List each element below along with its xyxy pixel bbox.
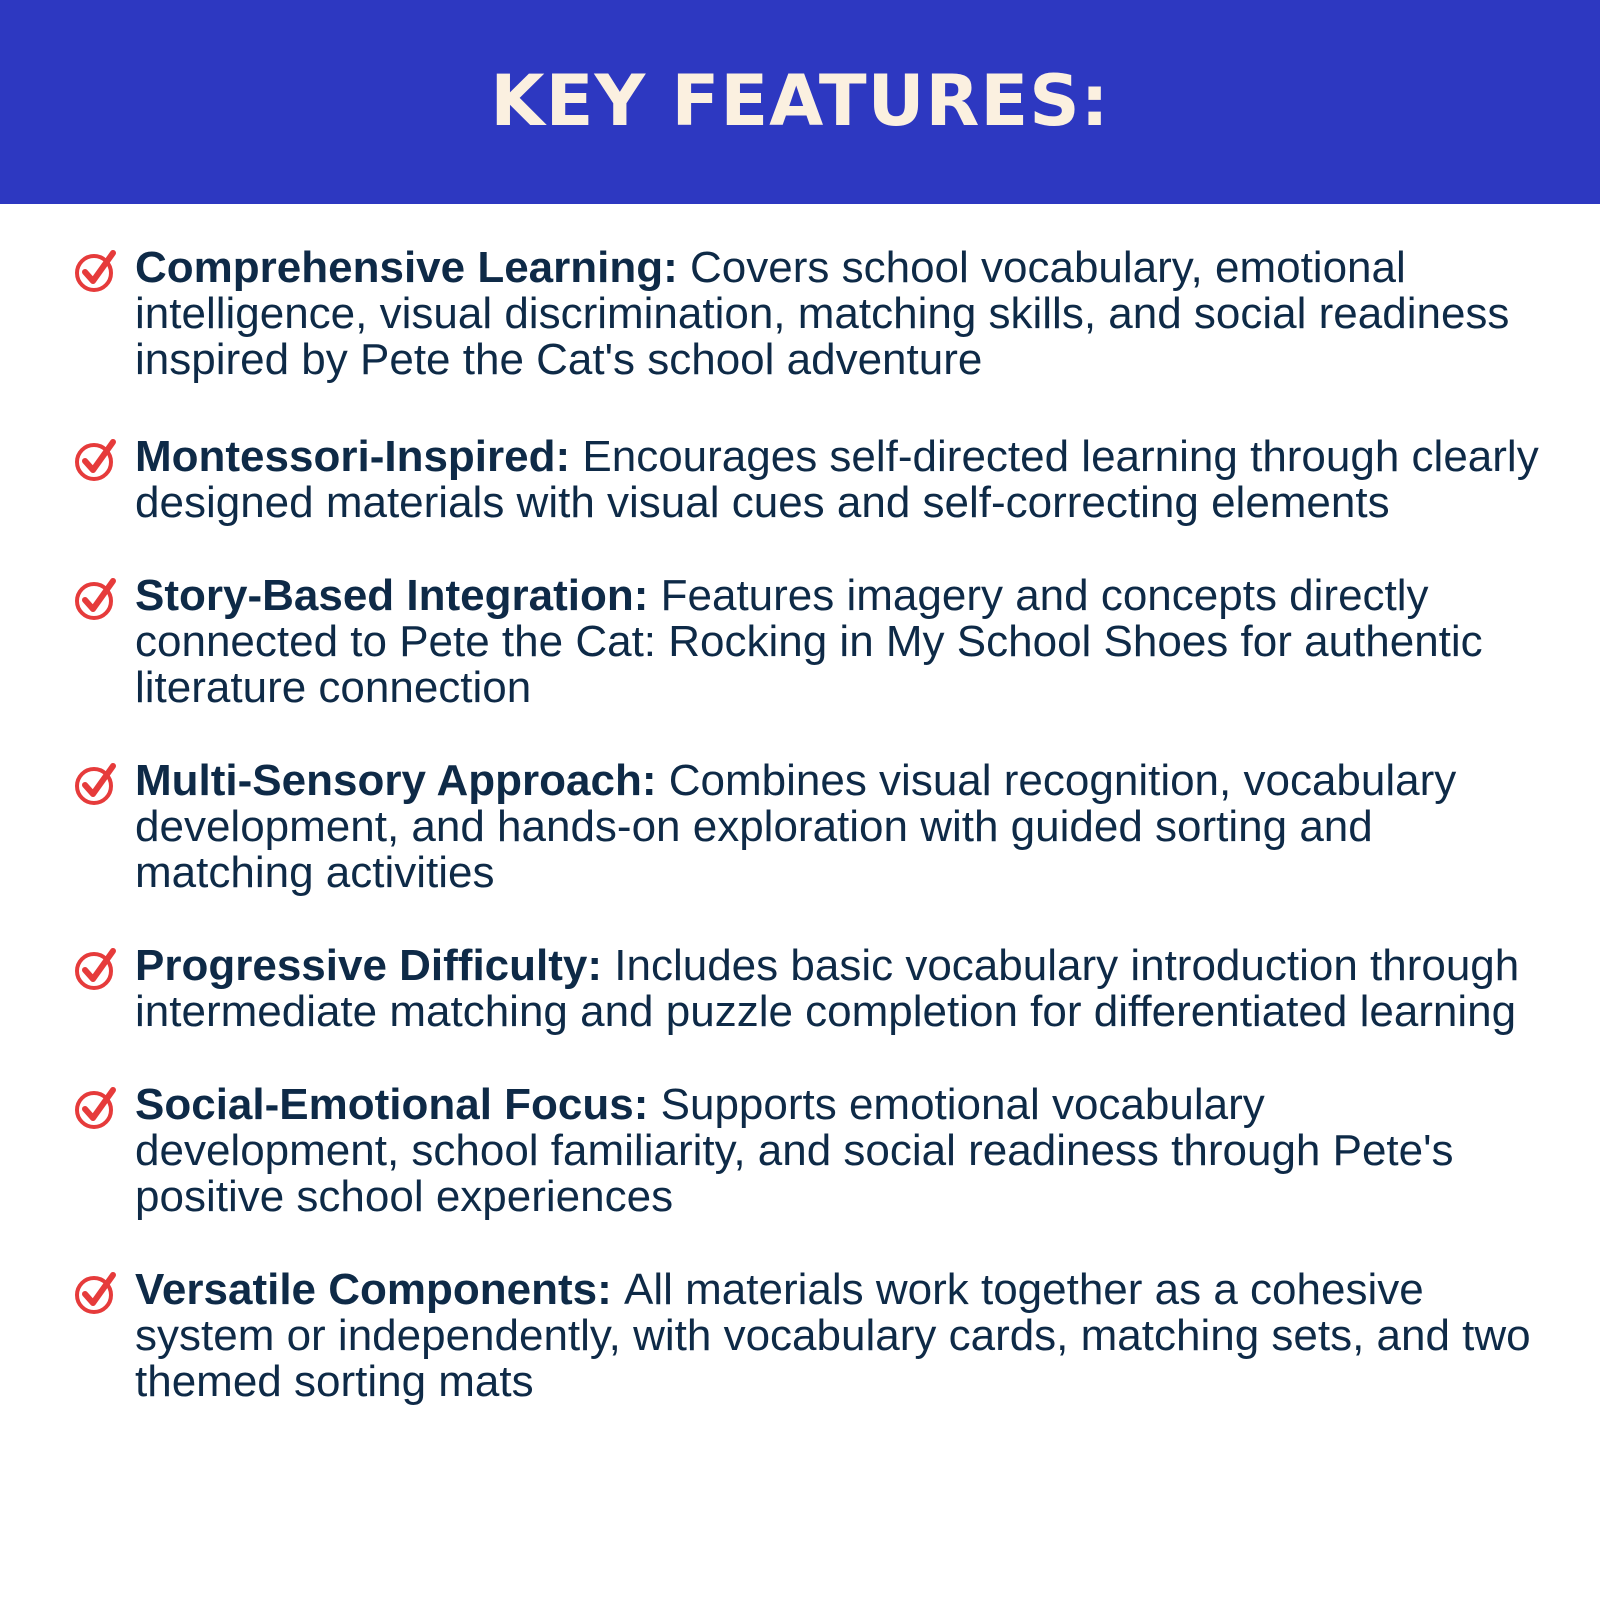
feature-title: Comprehensive Learning: (135, 243, 691, 292)
feature-description: Covers school vocabulary, emotional intelligence, visual discrimination, matching skills, and social readiness inspired by Pete the Cat's school adventure (135, 243, 1510, 384)
feature-description: All materials work together as a cohesive system or independently, with vocabulary cards, matching sets, and two themed sorting mats (135, 1265, 1531, 1406)
feature-item (0, 1267, 1600, 1405)
feature-item (0, 573, 1600, 711)
feature-description: Encourages self-directed learning through clearly designed materials with visual cues and self-correcting elements (135, 432, 1539, 527)
check-circle-icon (73, 437, 119, 483)
page-title: KEY FEATURES: (490, 60, 1110, 142)
check-circle-icon (73, 946, 119, 992)
feature-title: Story-Based Integration: (135, 571, 661, 620)
feature-description: Includes basic vocabulary introduction through intermediate matching and puzzle completion for differentiated learning (135, 941, 1520, 1036)
feature-item (0, 434, 1600, 526)
check-circle-icon (73, 248, 119, 294)
check-circle-icon (73, 1270, 119, 1316)
feature-item (0, 758, 1600, 896)
feature-item (0, 943, 1600, 1035)
feature-description: Features imagery and concepts directly connected to Pete the Cat: Rocking in My School Shoes for authentic literature connection (135, 571, 1483, 712)
header-banner (0, 0, 1600, 204)
feature-item (0, 245, 1600, 383)
check-circle-icon (73, 1085, 119, 1131)
feature-title: Progressive Difficulty: (135, 941, 615, 990)
feature-description: Combines visual recognition, vocabulary development, and hands-on exploration with guided sorting and matching activities (135, 756, 1457, 897)
feature-list (0, 245, 1600, 1452)
feature-title: Multi-Sensory Approach: (135, 756, 669, 805)
feature-description: Supports emotional vocabulary development, school familiarity, and social readiness through Pete's positive school experiences (135, 1080, 1454, 1221)
feature-title: Montessori-Inspired: (135, 432, 583, 481)
check-circle-icon (73, 576, 119, 622)
feature-item (0, 1082, 1600, 1220)
feature-title: Versatile Components: (135, 1265, 625, 1314)
feature-title: Social-Emotional Focus: (135, 1080, 661, 1129)
check-circle-icon (73, 761, 119, 807)
